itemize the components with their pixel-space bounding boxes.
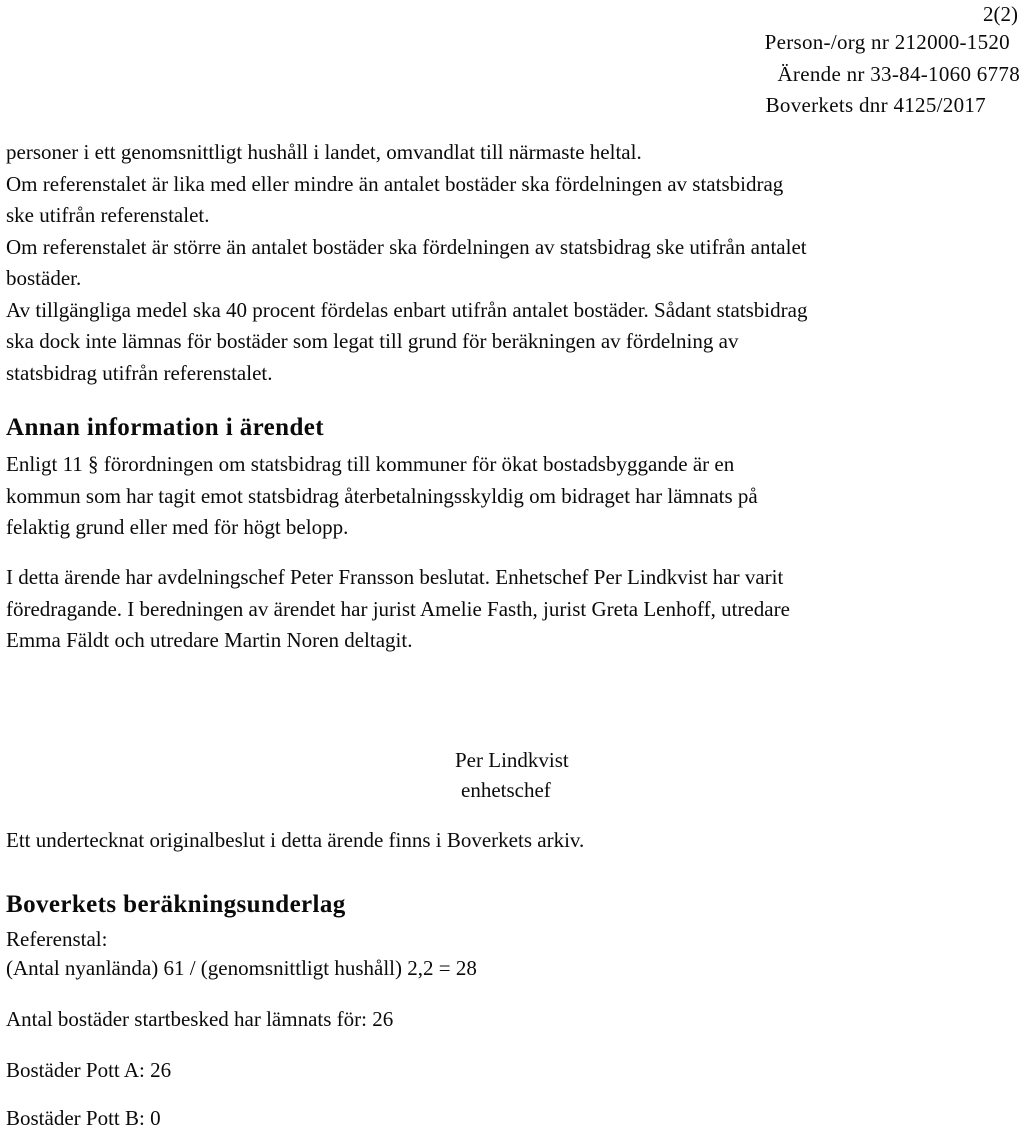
text-line: Emma Fäldt och utredare Martin Noren deltagit. — [6, 628, 413, 652]
antal-bostader-line: Antal bostäder startbesked har lämnats för: 26 — [6, 1007, 394, 1031]
signatory-name: Per Lindkvist — [455, 748, 569, 772]
referenstal-label: Referenstal: — [6, 927, 108, 951]
text-line: Av tillgängliga medel ska 40 procent fördelas enbart utifrån antalet bostäder. Sådant statsbidrag — [6, 297, 808, 322]
section-heading-annan-information: Annan information i ärendet — [6, 414, 325, 441]
text-line: Om referenstalet är större än antalet bostäder ska fördelningen av statsbidrag ske utifrån antalet — [6, 234, 807, 259]
text-line: ske utifrån referenstalet. — [6, 203, 210, 227]
text-line: ska dock inte lämnas för bostäder som legat till grund för beräkningen av fördelning av — [6, 329, 739, 353]
decision-makers-paragraph — [6, 562, 1006, 657]
pott-b-line: Bostäder Pott B: 0 — [6, 1106, 161, 1130]
signature-block — [455, 745, 569, 805]
pott-a-line: Bostäder Pott A: 26 — [6, 1058, 172, 1082]
text-line: Enligt 11 § förordningen om statsbidrag till kommuner för ökat bostadsbyggande är en — [6, 452, 735, 476]
text-line: bostäder. — [6, 266, 82, 290]
recovery-paragraph — [6, 449, 1006, 544]
person-org-number: Person-/org nr 212000-1520 — [764, 30, 1010, 54]
text-line: statsbidrag utifrån referenstalet. — [6, 360, 273, 385]
intro-paragraph — [6, 137, 1006, 389]
text-line: I detta ärende har avdelningschef Peter Fransson beslutat. Enhetschef Per Lindkvist har varit — [6, 565, 784, 589]
section-heading-berakningsunderlag: Boverkets beräkningsunderlag — [6, 891, 346, 918]
page-number: 2(2) — [983, 2, 1018, 26]
text-line: föredragande. I beredningen av ärendet har jurist Amelie Fasth, jurist Greta Lenhoff, utredare — [6, 596, 790, 621]
case-number: Ärende nr 33-84-1060 6778 — [777, 62, 1020, 86]
archive-note: Ett undertecknat originalbeslut i detta ärende finns i Boverkets arkiv. — [6, 828, 585, 852]
text-line: Om referenstalet är lika med eller mindre än antalet bostäder ska fördelningen av statsbidrag — [6, 171, 784, 196]
signatory-title: enhetschef — [461, 778, 551, 802]
text-line: personer i ett genomsnittligt hushåll i landet, omvandlat till närmaste heltal. — [6, 140, 642, 164]
referenstal-formula: (Antal nyanlända) 61 / (genomsnittligt hushåll) 2,2 = 28 — [6, 956, 477, 980]
boverket-registration-number: Boverkets dnr 4125/2017 — [765, 93, 986, 117]
text-line: felaktig grund eller med för högt belopp. — [6, 515, 349, 539]
text-line: kommun som har tagit emot statsbidrag återbetalningsskyldig om bidraget har lämnats på — [6, 483, 758, 508]
